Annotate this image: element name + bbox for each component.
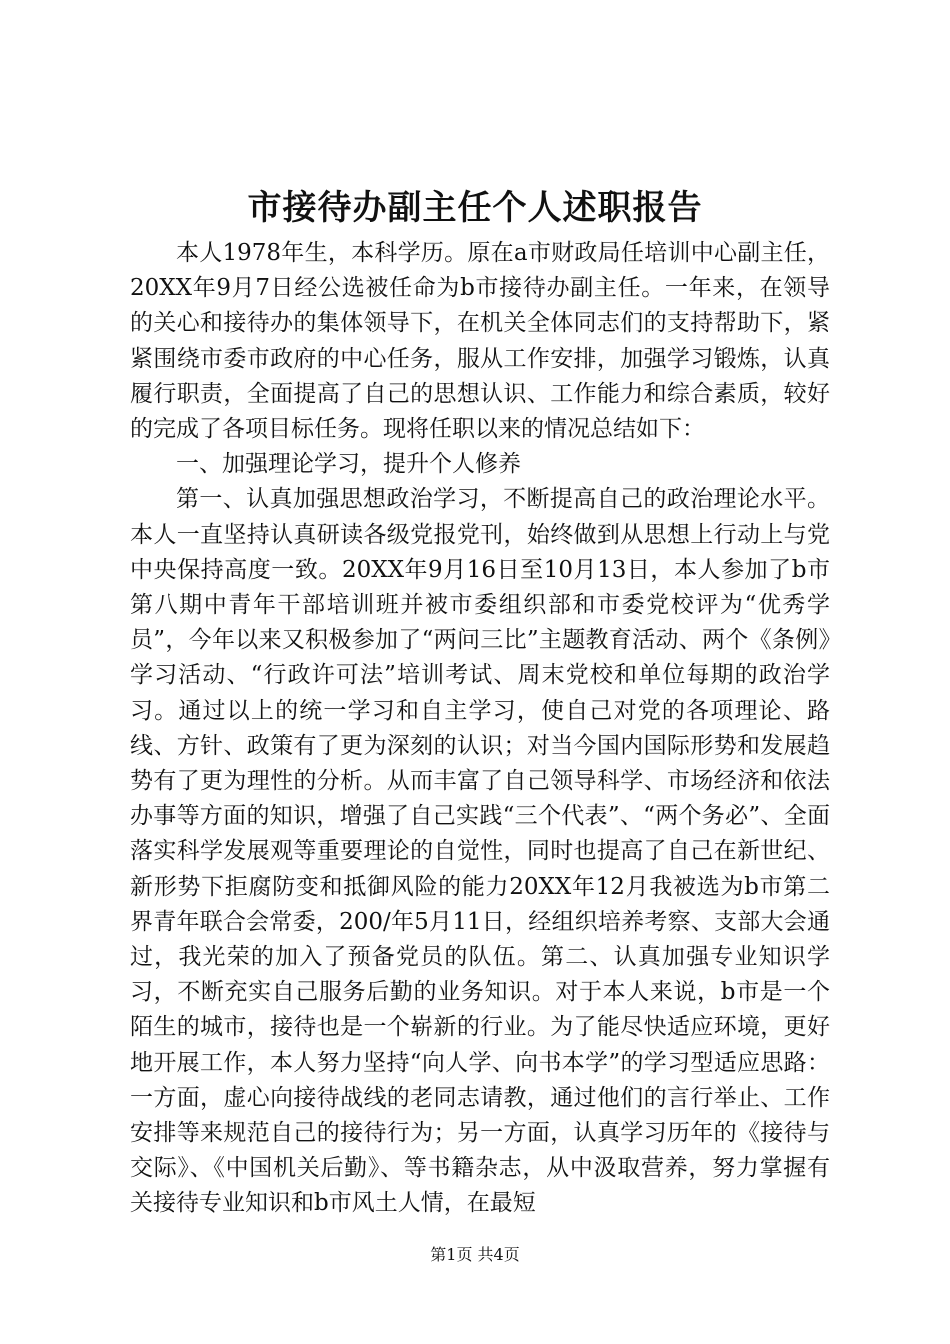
document-body bbox=[130, 236, 830, 1222]
page-footer: 第1页 共4页 bbox=[430, 1245, 520, 1264]
paragraph-intro: 本人1978年生，本科学历。原在a市财政局任培训中心副主任，20XX年9月7日经公选被任命为b市接待办副主任。一年来，在领导的关心和接待办的集体领导下，在机关全体同志们的支持帮助下，紧紧围绕市委市政府的中心任务，服从工作安排，加强学习锻炼，认真履行职责，全面提高了自己的思想认识、工作能力和综合素质，较好的完成了各项目标任务。现将任职以来的情况总结如下： bbox=[130, 240, 830, 443]
document-title: 市接待办副主任个人述职报告 bbox=[247, 188, 703, 228]
section-heading: 一、加强理论学习，提升个人修养 bbox=[176, 451, 521, 478]
paragraph-study: 第一、认真加强思想政治学习，不断提高自己的政治理论水平。本人一直坚持认真研读各级党报党刊，始终做到从思想上行动上与党中央保持高度一致。20XX年9月16日至10月13日，本人参加了b市第八期中青年干部培训班并被市委组织部和市委党校评为“优秀学员”，今年以来又积极参加了“两问三比”主题教育活动、两个《条例》学习活动、“行政许可法”培训考试、周末党校和单位每期的政治学习。通过以上的统一学习和自主学习，使自己对党的各项理论、路线、方针、政策有了更为深刻的认识；对当今国内国际形势和发展趋势有了更为理性的分析。从而丰富了自己领导科学、市场经济和依法办事等方面的知识，增强了自己实践“三个代表”、“两个务必”、全面落实科学发展观等重要理论的自觉性，同时也提高了自己在新世纪、新形势下拒腐防变和抵御风险的能力20XX年12月我被选为b市第二界青年联合会常委，200/年5月11日，经组织培养考察、支部大会通过，我光荣的加入了预备党员的队伍。第二、认真加强专业知识学习，不断充实自己服务后勤的业务知识。对于本人来说，b市是一个陌生的城市，接待也是一个崭新的行业。为了能尽快适应环境，更好地开展工作，本人努力坚持“向人学、向书本学”的学习型适应思路：一方面，虚心向接待战线的老同志请教，通过他们的言行举止、工作安排等来规范自己的接待行为；另一方面，认真学习历年的《接待与交际》、《中国机关后勤》、等书籍杂志，从中汲取营养，努力掌握有关接待专业知识和b市风土人情，在最短 bbox=[130, 486, 830, 1217]
